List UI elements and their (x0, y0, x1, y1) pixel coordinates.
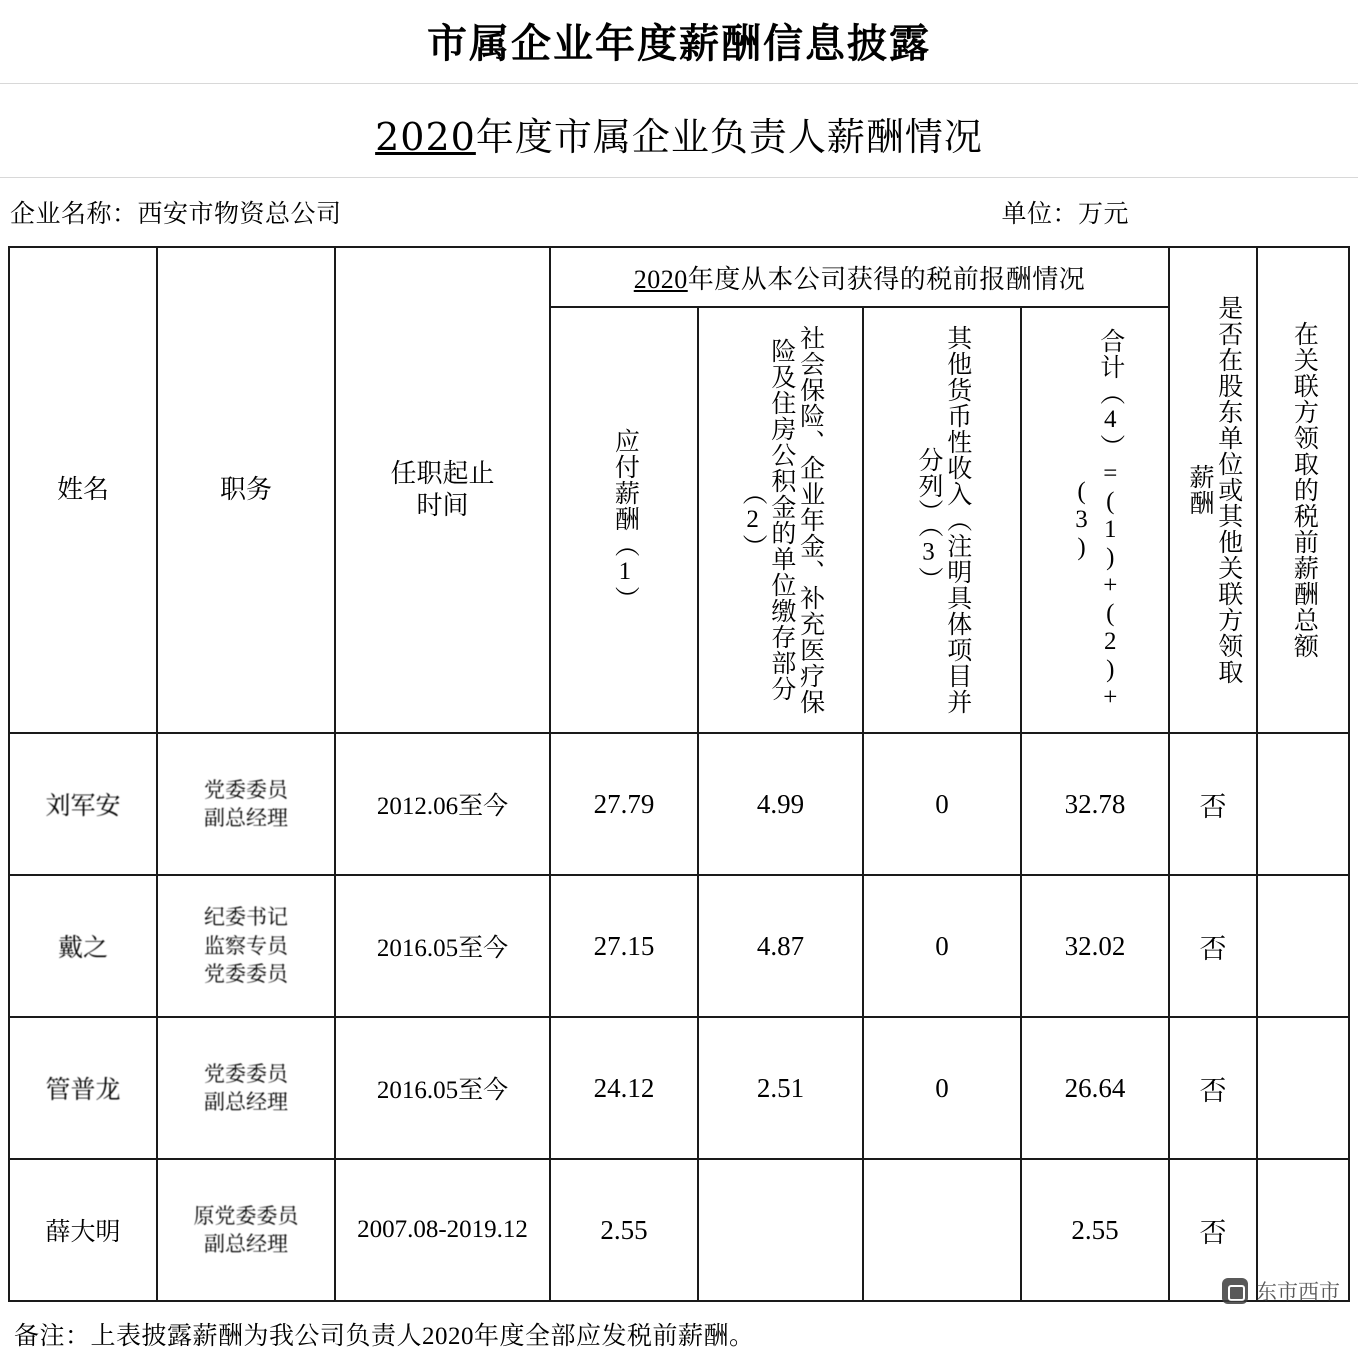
cell-related-yesno: 否 (1169, 1017, 1257, 1159)
header-post: 职务 (157, 247, 335, 733)
cell-period: 2016.05至今 (335, 1017, 550, 1159)
cell-post: 党委委员 副总经理 (157, 1017, 335, 1159)
cell-insurance (698, 1159, 863, 1301)
header-pretax-group (550, 247, 1169, 307)
report-subtitle-rest: 年度市属企业负责人薪酬情况 (475, 115, 983, 159)
cell-pay: 24.12 (550, 1017, 698, 1159)
header-pretax-group-rest: 年度从本公司获得的税前报酬情况 (687, 264, 1086, 294)
salary-table (8, 246, 1350, 1302)
header-other-income: 其他货币性收入（注明具体项目并分列）（3） (863, 307, 1021, 733)
cell-post: 纪委书记 监察专员 党委委员 (157, 875, 335, 1017)
cell-total: 2.55 (1021, 1159, 1169, 1301)
header-pretax-group-year: 2020 (633, 264, 688, 294)
cell-period: 2016.05至今 (335, 875, 550, 1017)
cell-related-yesno: 否 (1169, 875, 1257, 1017)
table-row (9, 1159, 1349, 1301)
header-related-amount: 在关联方领取的税前薪酬总额 (1257, 247, 1349, 733)
header-related-yesno: 是否在股东单位或其他关联方领取薪酬 (1169, 247, 1257, 733)
cell-related-amount (1257, 1017, 1349, 1159)
unit-label: 单位：万元 (1001, 201, 1130, 228)
table-note: 备注：上表披露薪酬为我公司负责人2020年度全部应发税前薪酬。 (14, 1323, 755, 1350)
cell-pay: 27.15 (550, 875, 698, 1017)
meta-row (0, 178, 1358, 246)
header-total: 合计（4）=(1)+(2)+(3) (1021, 307, 1169, 733)
cell-total: 32.78 (1021, 733, 1169, 875)
cell-other-income (863, 1159, 1021, 1301)
watermark (1222, 1276, 1340, 1306)
cell-total: 26.64 (1021, 1017, 1169, 1159)
cell-period: 2007.08-2019.12 (335, 1159, 550, 1301)
cell-insurance: 2.51 (698, 1017, 863, 1159)
cell-related-yesno: 否 (1169, 733, 1257, 875)
report-subtitle-year: 2020 (375, 115, 476, 159)
watermark-logo-icon (1222, 1278, 1248, 1304)
table-header-row-group (9, 247, 1349, 307)
cell-insurance: 4.87 (698, 875, 863, 1017)
cell-related-amount (1257, 875, 1349, 1017)
cell-name: 薛大明 (9, 1159, 157, 1301)
page-title: 市属企业年度薪酬信息披露 (427, 20, 931, 67)
cell-other-income: 0 (863, 875, 1021, 1017)
cell-period: 2012.06至今 (335, 733, 550, 875)
cell-total: 32.02 (1021, 875, 1169, 1017)
cell-insurance: 4.99 (698, 733, 863, 875)
cell-name: 管普龙 (9, 1017, 157, 1159)
table-row (9, 875, 1349, 1017)
company-name-label: 企业名称：西安市物资总公司 (10, 201, 342, 228)
cell-post: 党委委员 副总经理 (157, 733, 335, 875)
cell-name: 戴之 (9, 875, 157, 1017)
table-row (9, 733, 1349, 875)
cell-other-income: 0 (863, 733, 1021, 875)
table-row (9, 1017, 1349, 1159)
cell-pay: 2.55 (550, 1159, 698, 1301)
cell-related-amount (1257, 733, 1349, 875)
header-insurance: 社会保险、企业年金、补充医疗保险及住房公积金的单位缴存部分（2） (698, 307, 863, 733)
header-name: 姓名 (9, 247, 157, 733)
watermark-label: 东市西市 (1256, 1280, 1340, 1304)
cell-pay: 27.79 (550, 733, 698, 875)
cell-post: 原党委委员 副总经理 (157, 1159, 335, 1301)
header-period: 任职起止 时间 (335, 247, 550, 733)
header-pay: 应付薪酬（1） (550, 307, 698, 733)
cell-related-yesno: 否 (1169, 1159, 1257, 1301)
report-subtitle (0, 84, 1358, 177)
cell-name: 刘军安 (9, 733, 157, 875)
cell-other-income: 0 (863, 1017, 1021, 1159)
